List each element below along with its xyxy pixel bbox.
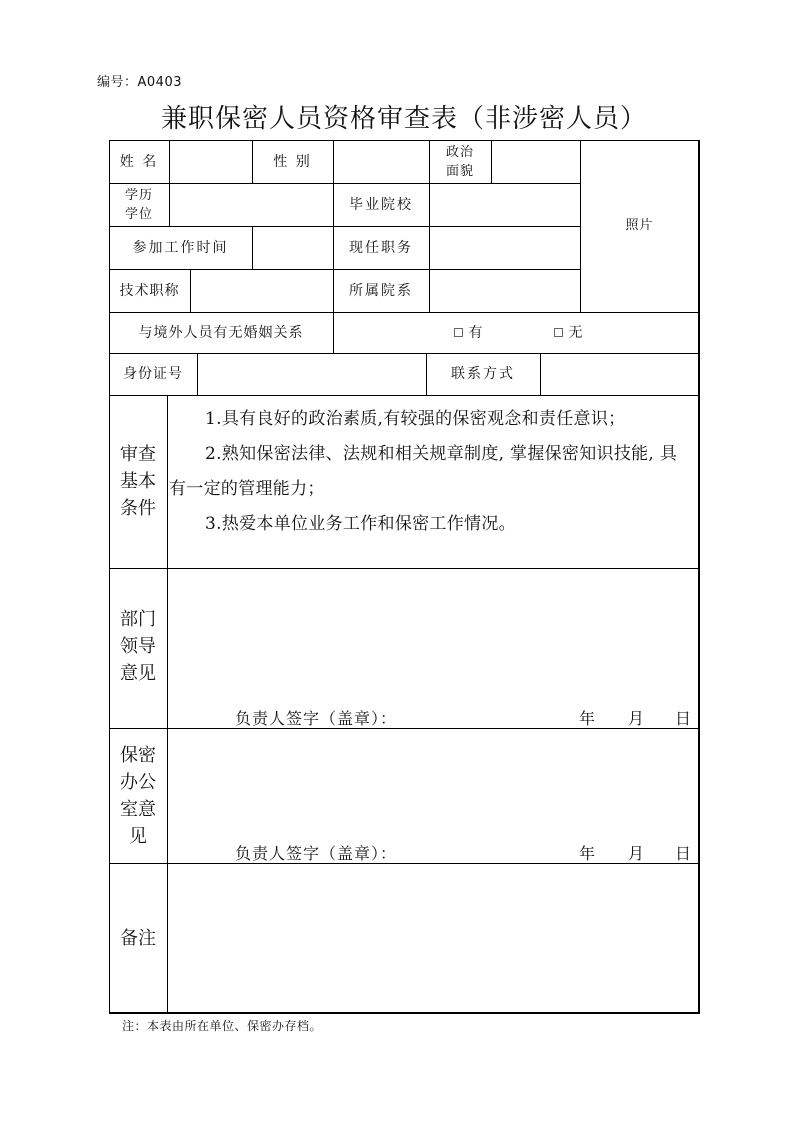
school-field[interactable] (429, 183, 580, 226)
name-label: 姓 名 (119, 153, 159, 170)
dept-day-label: 日 (675, 709, 693, 728)
work-start-field[interactable] (252, 226, 333, 269)
education-field[interactable] (169, 183, 333, 226)
position-label: 现任职务 (349, 239, 413, 256)
option-no-label: 无 (568, 324, 585, 341)
photo-area[interactable]: 照片 (625, 218, 654, 233)
row-divider (109, 395, 699, 396)
dept-year-label: 年 (579, 709, 597, 728)
office-opinion-label (109, 728, 167, 863)
position-field[interactable] (429, 226, 580, 269)
criteria-section-label (109, 395, 167, 568)
option-no-wrap (554, 323, 585, 343)
office-month-label: 月 (628, 844, 646, 863)
foreign-marriage-label: 与境外人员有无婚姻关系 (138, 324, 304, 341)
school-label: 毕业院校 (349, 196, 413, 213)
criteria-item: 2.熟知保密法律、法规和相关规章制度, 掌握保密知识技能, 具有一定的管理能力； (169, 444, 678, 499)
dept-label-line: 领导 (120, 636, 156, 657)
title-rank-label: 技术职称 (119, 282, 180, 299)
dept-opinion-label (109, 568, 167, 728)
office-signature-label: 负责人签字（盖章）： (235, 844, 398, 863)
page-title: 兼职保密人员资格审查表（非涉密人员） (160, 104, 647, 134)
criteria-label-line: 审查 (120, 444, 156, 465)
form-number-label: 编号： (97, 75, 138, 90)
criteria-list (169, 402, 691, 542)
notes-field[interactable] (167, 863, 699, 1013)
contact-label: 联系方式 (451, 366, 515, 382)
political-label-line2: 面貌 (445, 163, 474, 179)
criteria-item: 3.热爱本单位业务工作和保密工作情况。 (205, 514, 516, 534)
dept-opinion-field[interactable] (167, 568, 699, 728)
form-number-value: A0403 (137, 75, 182, 90)
criteria-label-line: 条件 (120, 498, 156, 519)
gender-field[interactable] (333, 140, 429, 183)
checkbox-no-icon[interactable] (554, 328, 563, 337)
office-label-line: 办公 (120, 772, 156, 793)
footnote: 注：本表由所在单位、保密办存档。 (122, 1019, 323, 1033)
checkbox-yes-icon[interactable] (454, 328, 463, 337)
political-label (429, 140, 491, 183)
form-number (97, 71, 182, 90)
gender-label: 性 别 (273, 153, 312, 170)
office-label-line: 保密 (120, 745, 156, 766)
col-divider (333, 312, 334, 353)
name-field[interactable] (169, 140, 252, 183)
dept-month-label: 月 (628, 709, 646, 728)
option-no[interactable] (529, 312, 609, 353)
education-label-line1: 学历 (124, 187, 153, 203)
notes-label: 备注 (120, 927, 156, 949)
dept-label-line: 意见 (120, 663, 156, 684)
id-number-label: 身份证号 (123, 366, 183, 382)
office-year-label: 年 (579, 844, 597, 863)
option-yes[interactable] (429, 312, 509, 353)
political-label-line1: 政治 (445, 144, 474, 160)
title-rank-field[interactable] (190, 269, 333, 312)
department-field[interactable] (429, 269, 580, 312)
option-yes-label: 有 (468, 324, 485, 341)
contact-field[interactable] (540, 353, 699, 395)
department-label: 所属院系 (349, 282, 413, 299)
education-label (109, 183, 169, 226)
dept-label-line: 部门 (120, 609, 156, 630)
dept-signature-label: 负责人签字（盖章）： (235, 709, 398, 728)
criteria-label-line: 基本 (120, 471, 156, 492)
office-label-line: 室意 (120, 799, 156, 820)
office-day-label: 日 (675, 844, 693, 863)
political-field[interactable] (491, 140, 580, 183)
form-table (109, 140, 699, 1013)
criteria-item: 1.具有良好的政治素质,有较强的保密观念和责任意识； (205, 409, 626, 429)
work-start-label: 参加工作时间 (132, 239, 229, 256)
option-yes-wrap (454, 323, 485, 343)
office-label-line: 见 (129, 826, 147, 847)
id-number-field[interactable] (197, 353, 426, 395)
education-label-line2: 学位 (124, 206, 153, 222)
